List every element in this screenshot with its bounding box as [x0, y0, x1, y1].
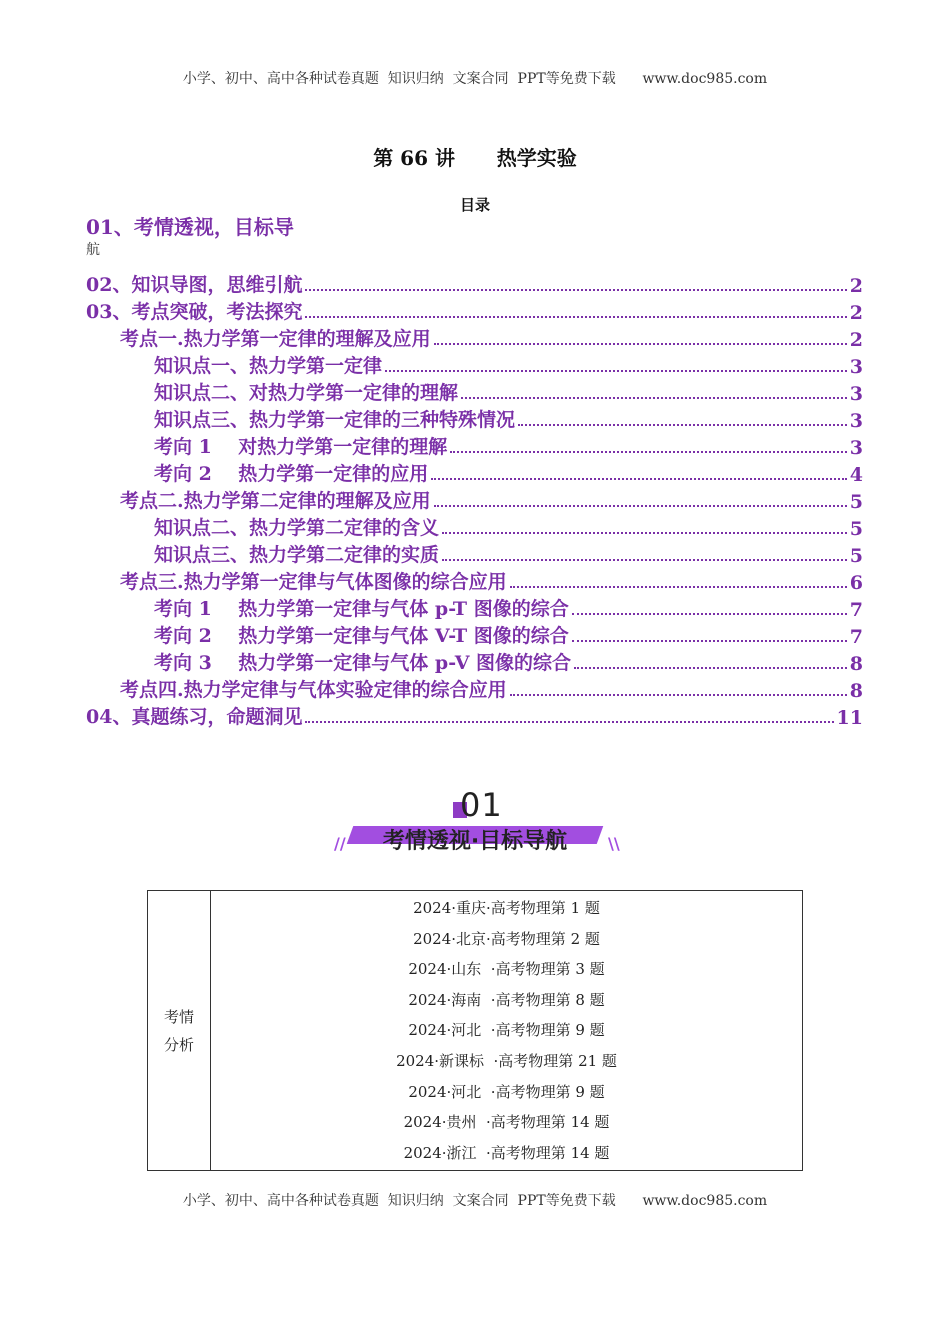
- toc-heading: 目录: [459, 196, 490, 214]
- toc-entry-label: 考向 2 热力学第一定律的应用: [154, 463, 429, 485]
- exam-analysis-label: [148, 891, 211, 1171]
- exam-item: 2024·河北 ·高考物理第 9 题: [408, 1082, 605, 1101]
- toc-entry-label: 知识点二、热力学第二定律的含义: [154, 517, 440, 539]
- section-badge: [330, 782, 620, 862]
- toc-entry-label: 考点一.热力学第一定律的理解及应用: [120, 328, 431, 350]
- toc-entry-label: 知识点一、热力学第一定律: [154, 355, 383, 377]
- toc-leader-dots: [518, 424, 847, 426]
- exam-item: 2024·贵州 ·高考物理第 14 题: [403, 1113, 610, 1132]
- toc-leader-dots: [431, 478, 846, 480]
- toc-leader-dots: [572, 640, 847, 642]
- toc-entry-label: 03、考点突破，考法探究: [86, 301, 303, 323]
- exam-item: 2024·河北 ·高考物理第 9 题: [408, 1021, 605, 1040]
- toc-page-number: 5: [849, 545, 863, 567]
- exam-item: 2024·北京·高考物理第 2 题: [413, 929, 600, 948]
- label-line: 考情: [163, 1007, 194, 1026]
- toc-page-number: 3: [849, 383, 863, 405]
- toc-entry-label: 考向 3 热力学第一定律与气体 p-V 图像的综合: [154, 652, 572, 674]
- toc-entry-label: 考向 2 热力学第一定律与气体 V-T 图像的综合: [154, 625, 569, 647]
- page-footer: 小学、初中、高中各种试卷真题 知识归纳 文案合同 PPT等免费下载 www.doc985.com: [182, 1193, 768, 1209]
- toc-leader-dots: [510, 586, 847, 588]
- toc-entry-label: 考向 1 对热力学第一定律的理解: [154, 436, 448, 458]
- exam-item: 2024·重庆·高考物理第 1 题: [413, 899, 600, 917]
- toc-entry-label: 知识点三、热力学第二定律的实质: [154, 544, 440, 566]
- toc-leader-dots: [461, 397, 847, 399]
- toc-entry-label: 考点二.热力学第二定律的理解及应用: [120, 490, 431, 512]
- toc-entry-label: 考点四.热力学定律与气体实验定律的综合应用: [120, 679, 507, 701]
- toc-entry[interactable]: [86, 378, 863, 405]
- toc-page-number: 2: [849, 329, 863, 351]
- toc-entry-first-tail: 航: [86, 242, 100, 258]
- toc-entry-label: 考向 1 热力学第一定律与气体 p-T 图像的综合: [154, 598, 569, 620]
- toc-page-number: 11: [836, 707, 863, 729]
- toc-leader-dots: [434, 505, 847, 507]
- toc-entry[interactable]: [86, 621, 863, 648]
- toc-leader-dots: [510, 694, 847, 696]
- toc-entry[interactable]: [86, 324, 863, 351]
- slash-decoration-right: \\: [608, 834, 620, 853]
- exam-list-cell: [211, 891, 803, 1171]
- toc-page-number: 2: [849, 302, 863, 324]
- toc-leader-dots: [442, 559, 847, 561]
- toc-entry-label: 知识点三、热力学第一定律的三种特殊情况: [154, 409, 516, 431]
- toc-leader-dots: [450, 451, 846, 453]
- toc-entry[interactable]: [86, 351, 863, 378]
- toc-entry[interactable]: [86, 270, 863, 297]
- toc-entry[interactable]: [86, 459, 863, 486]
- toc-page-number: 3: [849, 356, 863, 378]
- exam-analysis-table: [147, 890, 803, 1171]
- toc-page-number: 7: [849, 599, 863, 621]
- toc-entry-first[interactable]: [86, 212, 863, 242]
- toc-page-number: 8: [849, 680, 863, 702]
- toc-page-number: 3: [849, 437, 863, 459]
- toc-entry[interactable]: [86, 486, 863, 513]
- toc-entry-label: 02、知识导图，思维引航: [86, 274, 303, 296]
- toc-entry-label: 考点三.热力学第一定律与气体图像的综合应用: [120, 571, 507, 593]
- section-number: 01: [460, 786, 503, 824]
- toc-entry[interactable]: [86, 675, 863, 702]
- exam-item: 2024·海南 ·高考物理第 8 题: [408, 990, 605, 1009]
- toc-page-number: 5: [849, 491, 863, 513]
- toc-entry-label: 04、真题练习，命题洞见: [86, 706, 303, 728]
- section-title: 考情透视·目标导航: [382, 829, 568, 854]
- toc-leader-dots: [305, 316, 846, 318]
- toc-page-number: 4: [849, 464, 863, 486]
- toc-entry[interactable]: [86, 405, 863, 432]
- exam-item: 2024·浙江 ·高考物理第 14 题: [403, 1143, 610, 1162]
- exam-item: 2024·新课标 ·高考物理第 21 题: [396, 1051, 617, 1070]
- toc-entry[interactable]: [86, 567, 863, 594]
- toc-leader-dots: [305, 289, 846, 291]
- toc-leader-dots: [305, 721, 833, 723]
- toc-leader-dots: [442, 532, 847, 534]
- toc-entry[interactable]: [86, 702, 863, 729]
- toc-entry[interactable]: [86, 432, 863, 459]
- exam-item: 2024·山东 ·高考物理第 3 题: [408, 960, 605, 979]
- toc-leader-dots: [574, 667, 847, 669]
- toc-page-number: 2: [849, 275, 863, 297]
- toc-page-number: 3: [849, 410, 863, 432]
- label-line: 分析: [163, 1035, 194, 1054]
- page-header: 小学、初中、高中各种试卷真题 知识归纳 文案合同 PPT等免费下载 www.doc985.com: [182, 71, 768, 87]
- toc-entry[interactable]: [86, 297, 863, 324]
- table-of-contents: [86, 212, 863, 729]
- toc-page-number: 7: [849, 626, 863, 648]
- toc-entry-label: 知识点二、对热力学第一定律的理解: [154, 382, 459, 404]
- page-title: 第 66 讲 热学实验: [373, 146, 577, 170]
- toc-entry-label: 01、考情透视，目标导: [86, 215, 294, 239]
- toc-leader-dots: [572, 613, 847, 615]
- toc-entry[interactable]: [86, 594, 863, 621]
- toc-leader-dots: [434, 343, 847, 345]
- toc-leader-dots: [385, 370, 847, 372]
- toc-entry[interactable]: [86, 513, 863, 540]
- toc-page-number: 8: [849, 653, 863, 675]
- toc-page-number: 5: [849, 518, 863, 540]
- slash-decoration-left: //: [334, 834, 346, 853]
- toc-entry[interactable]: [86, 648, 863, 675]
- toc-page-number: 6: [849, 572, 863, 594]
- toc-entry[interactable]: [86, 540, 863, 567]
